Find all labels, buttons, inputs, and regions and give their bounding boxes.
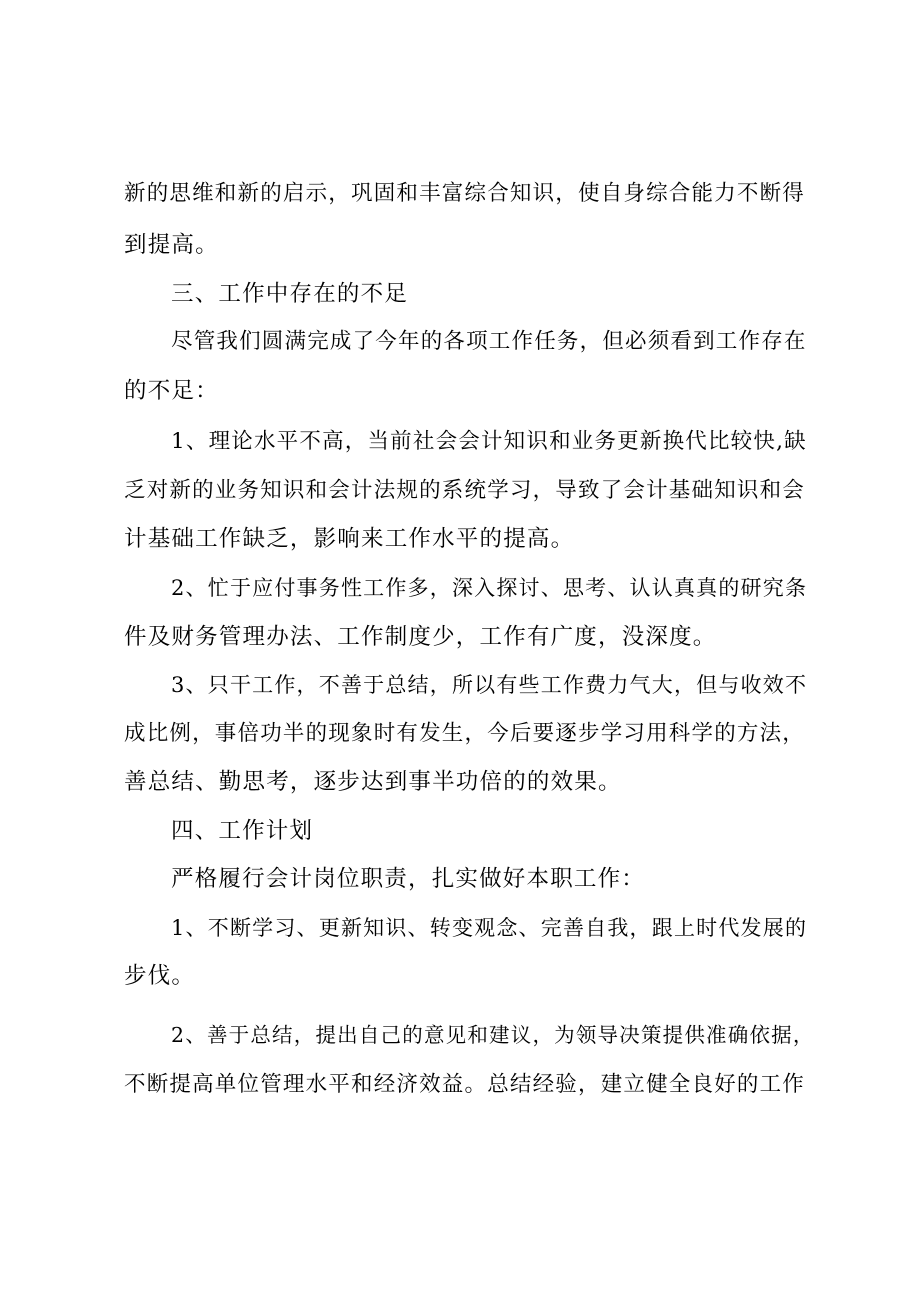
body-line: 成比例，事倍功半的现象时有发生，今后要逐步学习用科学的方法， [124,721,806,746]
paragraph-line: 尽管我们圆满完成了今年的各项工作任务，但必须看到工作存在 [171,329,807,354]
list-item-line: 2、善于总结，提出自己的意见和建议，为领导决策提供准确依据， [171,1023,815,1047]
list-item-line: 1、不断学习、更新知识、转变观念、完善自我，跟上时代发展的 [171,916,808,940]
body-line: 步伐。 [124,963,196,989]
body-line: 件及财务管理办法、工作制度少，工作有广度，没深度。 [124,624,717,650]
list-item-line: 2、忙于应付事务性工作多，深入探讨、思考、认认真真的研究条 [171,576,808,600]
paragraph-line: 严格履行会计岗位职责，扎实做好本职工作： [171,866,646,892]
section-heading: 四、工作计划 [171,818,314,844]
body-line: 善总结、勤思考，逐步达到事半功倍的的效果。 [124,769,622,795]
section-heading: 三、工作中存在的不足 [171,281,409,307]
body-line: 到提高。 [124,232,219,258]
body-line: 乏对新的业务知识和会计法规的系统学习，导致了会计基础知识和会 [124,478,806,503]
list-item-line: 1、理论水平不高，当前社会会计知识和业务更新换代比较快,缺 [171,429,807,454]
body-line: 不断提高单位管理水平和经济效益。总结经验，建立健全良好的工作 [124,1072,806,1097]
body-line: 新的思维和新的启示，巩固和丰富综合知识，使自身综合能力不断得 [124,181,806,206]
body-line: 计基础工作缺乏，影响来工作水平的提高。 [124,526,575,552]
list-item-line: 3、只干工作，不善于总结，所以有些工作费力气大，但与收效不 [171,673,808,697]
body-line: 的不足： [124,378,219,404]
